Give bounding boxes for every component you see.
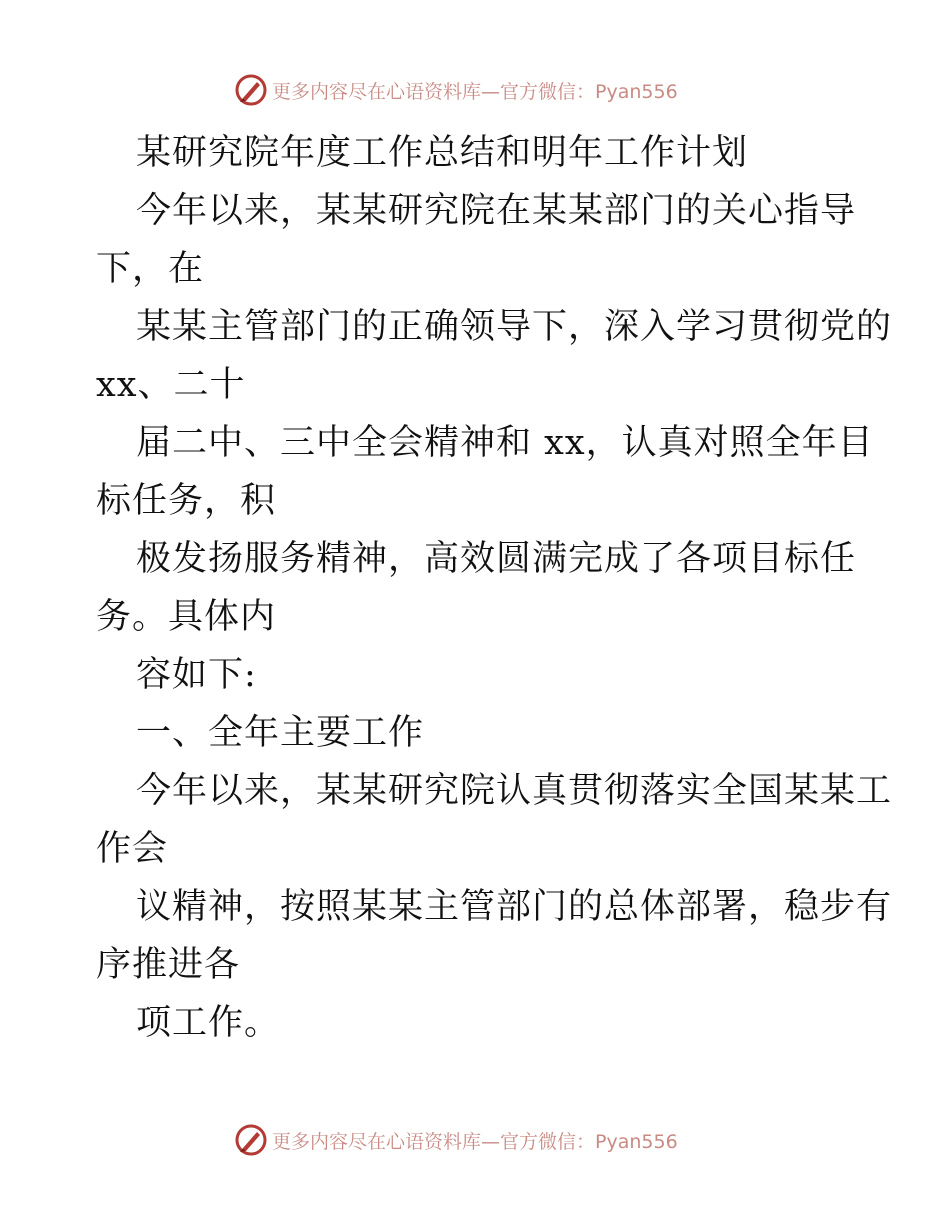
paragraph-line: 极发扬服务精神，高效圆满完成了各项目标任 xyxy=(136,539,857,579)
document-body xyxy=(96,124,893,1052)
paragraph-line: 标任务，积 xyxy=(96,481,277,521)
paragraph-line: 务。具体内 xyxy=(96,597,277,637)
pen-logo-icon xyxy=(234,73,268,107)
paragraph-line: 议精神，按照某某主管部门的总体部署，稳步有 xyxy=(136,887,893,927)
paragraph-line: xx、二十 xyxy=(96,365,246,405)
section-heading: 一、全年主要工作 xyxy=(136,713,425,753)
paragraph-line: 序推进各 xyxy=(96,945,241,985)
paragraph-line: 今年以来，某某研究院认真贯彻落实全国某某工 xyxy=(136,771,893,811)
banner-text: 更多内容尽在心语资料库—官方微信：Pyan556 xyxy=(272,1130,678,1153)
footer-banner xyxy=(234,1122,714,1158)
paragraph-line: 今年以来，某某研究院在某某部门的关心指导 xyxy=(136,191,857,231)
paragraph-line: 届二中、三中全会精神和 xx，认真对照全年目 xyxy=(136,423,874,463)
paragraph-line: 某某主管部门的正确领导下，深入学习贯彻党的 xyxy=(136,307,893,347)
banner-text: 更多内容尽在心语资料库—官方微信：Pyan556 xyxy=(272,80,678,103)
paragraph-line: 容如下: xyxy=(136,655,257,695)
document-title: 某研究院年度工作总结和明年工作计划 xyxy=(136,133,749,173)
header-banner xyxy=(234,72,714,108)
paragraph-line: 作会 xyxy=(96,829,169,869)
pen-logo-icon xyxy=(234,1123,268,1157)
paragraph-line: 下，在 xyxy=(96,249,205,289)
paragraph-line: 项工作。 xyxy=(136,1003,281,1043)
